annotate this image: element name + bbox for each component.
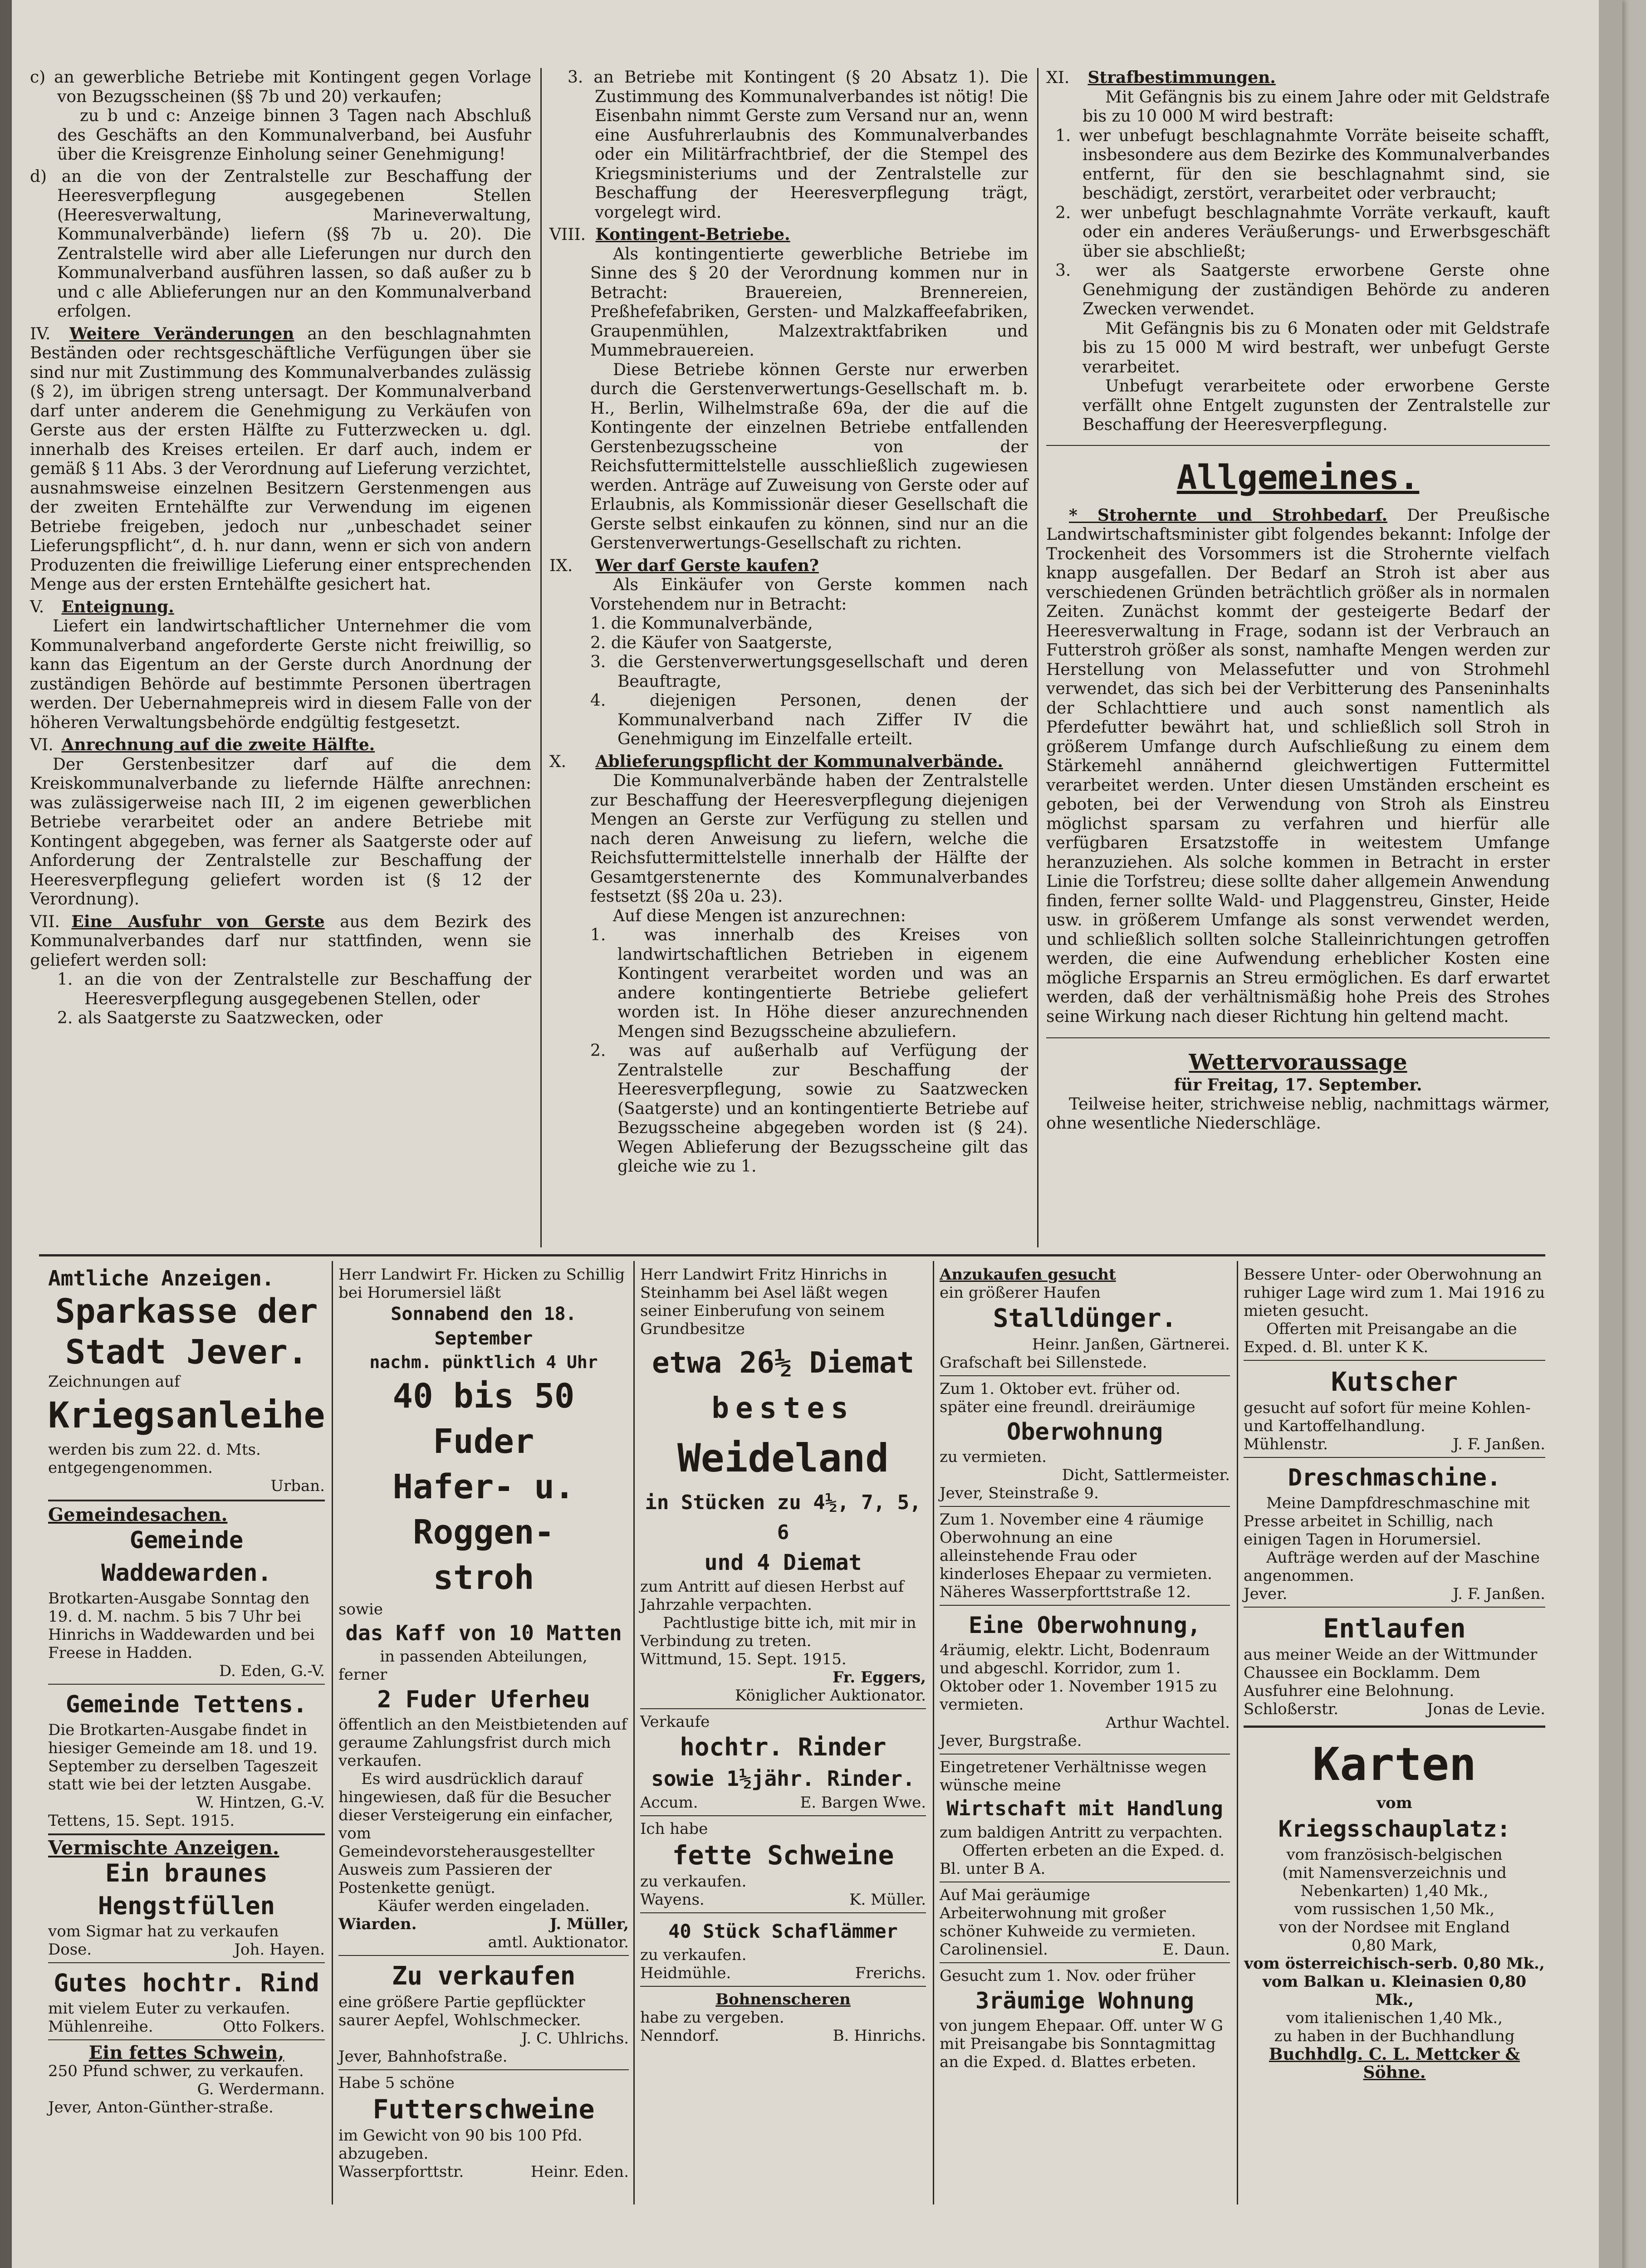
ad-title: Eine Oberwohnung, [969, 1612, 1201, 1638]
ad-column-a [48, 1266, 325, 2116]
list-item: 1. an die von der Zentralstelle zur Beschaffung der Heeresverpflegung ausgegebenen Stellen, oder [57, 970, 531, 1008]
list-item: 2. als Saatgerste zu Saatzwecken, oder [57, 1009, 383, 1027]
ad-text: zu verkaufen. [640, 1872, 747, 1891]
article [1046, 506, 1550, 1027]
ad-text: vom Sigmar hat zu verkaufen [48, 1922, 279, 1941]
ad-line: (mit Namensverzeichnis und Nebenkarten) 1,40 Mk., [1282, 1864, 1507, 1900]
paragraph-d: d) an die von der Zentralstelle zur Beschaffung der Heeresverpflegung ausgegebenen Stellen (Heeresverwaltung, Marineverwaltung, Kommunalverbände) liefern (§§ 7b u. 20). Die Zentralstelle wird aber alle Lieferungen nur durch den Kommunalverband ausführen lassen, so daß außer zu b und c alle Ablieferungen nur an den Kommunalverband erfolgen. [30, 167, 531, 321]
ad-signature: Joh. Hayen. [234, 1941, 325, 1959]
ad-title: Stalldünger. [993, 1304, 1177, 1333]
ad-text: Meine Dampfdreschmaschine mit Presse arbeitet in Schillig, nach einigen Tagen in Horumersiel. [1244, 1494, 1530, 1549]
ad-heading: Vermischte Anzeigen. [48, 1837, 279, 1859]
ad-text: Bessere Unter- oder Oberwohnung an ruhiger Lage wird zum 1. Mai 1916 zu mieten gesucht. [1244, 1266, 1545, 1320]
ad-divider [940, 1506, 1230, 1507]
section-heading: Strafbestimmungen. [1088, 68, 1276, 87]
ad-title: Entlaufen [1323, 1613, 1466, 1644]
column-2 [549, 68, 1028, 1177]
section-text: Mit Gefängnis bis zu einem Jahre oder mit Geldstrafe bis zu 10 000 M wird bestraft: [1083, 88, 1550, 126]
section-heading: Kontingent-Betriebe. [595, 225, 790, 244]
ad-signature: Fr. Eggers, [833, 1668, 926, 1686]
ad-signature: amtl. Auktionator. [488, 1933, 629, 1951]
ad-place: Schloßerstr. [1244, 1700, 1339, 1718]
ad-signature: W. Hintzen, G.-V. [196, 1794, 325, 1812]
section-number: VIII. [549, 225, 586, 244]
ad-heading: Amtliche Anzeigen. [48, 1266, 274, 1290]
ad-divider [940, 1962, 1230, 1963]
ad-place: Jever, Anton-Günther-straße. [48, 2098, 274, 2116]
ad-footer [640, 1964, 926, 1982]
list-item: 3. wer als Saatgerste erworbene Gerste ohne Genehmigung der zuständigen Behörde zu anderen Zwecken verwendet. [1055, 261, 1550, 318]
section-text: aus dem Bezirk des Kommunalverbandes darf nur stattfinden, wenn sie geliefert werden soll: [30, 912, 531, 970]
ad-text: Gesucht zum 1. Nov. oder früher [940, 1967, 1195, 1985]
ad-title: Futterschweine [372, 2094, 595, 2125]
ad-title: hochtr. Rinder [680, 1733, 887, 1761]
ad-text: Es wird ausdrücklich darauf hingewiesen, daß für die Besucher dieser Versteigerung ein einfacher, vom Gemeindevorsteherausgestellter Ausweis zum Passieren der Postenkette genügt. [338, 1770, 613, 1897]
ad-divider [940, 1754, 1230, 1755]
ad-signature: J. Müller, [549, 1915, 629, 1933]
ad-text: Herr Landwirt Fr. Hicken zu Schillig bei Horumersiel läßt [338, 1266, 625, 1302]
ad-signature: K. Müller. [849, 1891, 926, 1909]
ad-signature: E. Bargen Wwe. [800, 1794, 926, 1812]
ad-text: öffentlich an den Meistbietenden auf geraume Zahlungsfrist durch mich verkaufen. [338, 1716, 627, 1770]
ad-text: Zeichnungen auf [48, 1373, 180, 1391]
ad-title: Gemeinde Waddewarden. [101, 1527, 272, 1587]
ad-title: Ein braunes Hengstfüllen [98, 1859, 275, 1920]
section-heading: Eine Ausfuhr von Gerste [71, 912, 325, 931]
ad-text: 4räumig, elektr. Licht, Bodenraum und abgeschl. Korridor, zum 1. Oktober oder 1. November 1915 zu vermieten. [940, 1641, 1218, 1714]
section-vi [30, 735, 531, 755]
ad-text: Pachtlustige bitte ich, mit mir in Verbindung zu treten. [640, 1614, 916, 1650]
ad-title: sowie 1½jähr. Rinder. [651, 1766, 915, 1791]
ad-footer [640, 1794, 926, 1812]
ad-text: Habe 5 schöne [338, 2074, 455, 2092]
ad-column-rule [933, 1261, 934, 2204]
ad-place: Jever, Bahnhofstraße. [338, 2048, 508, 2066]
section-number: XI. [1046, 68, 1070, 87]
ad-text: Zum 1. November eine 4 räumige Oberwohnung an eine alleinstehende Frau oder kinderloses Ehepaar zu vermieten. [940, 1510, 1212, 1583]
ad-place: Jever. [1244, 1585, 1288, 1603]
ad-title: in Stücken zu 4½, 7, 5, 6 [645, 1491, 921, 1544]
newspaper-page [12, 0, 1622, 2268]
article-heading: * Strohernte und Strohbedarf. [1069, 505, 1388, 525]
ad-title: Gemeinde Tettens. [65, 1691, 308, 1718]
list-item: 2. wer unbefugt beschlagnahmte Vorräte verkauft, kauft oder ein anderes Veräußerungs- und Erwerbsgeschäft über sie abschließt; [1055, 203, 1550, 261]
ad-place: Dose. [48, 1941, 92, 1959]
ad-title: Hafer- u. Roggen- [392, 1467, 575, 1552]
ads-top-rule [39, 1254, 1545, 1256]
ad-title: 2 Fuder Uferheu [377, 1686, 590, 1713]
ad-divider [48, 2039, 325, 2040]
column-rule [1037, 68, 1039, 1247]
ad-text: von jungem Ehepaar. Off. unter W G mit Preisangabe bis Sonntagmittag an die Exped. d. Blattes erbeten. [940, 2017, 1223, 2071]
ad-line: 0,80 Mark, [1351, 1936, 1438, 1955]
ad-text: zum Antritt auf diesen Herbst auf Jahrzahle verpachten. [640, 1578, 904, 1614]
ad-footer [640, 1891, 926, 1909]
section-text: Als kontingentierte gewerbliche Betriebe im Sinne des § 20 der Verordnung kommen nur in Betracht: Brauereien, Brennereien, Preßhefefabriken, Gersten- und Malzkaffeefabriken, Graupenmühlen, Malzextraktfabriken und Mummebrauereien. [590, 244, 1028, 360]
section-iv [30, 324, 531, 595]
ad-footer [940, 1941, 1230, 1959]
section-number: V. [30, 597, 44, 616]
ad-footer [640, 2027, 926, 2045]
ad-title: Bohnenscheren [715, 1990, 851, 2009]
ad-footer [48, 2018, 325, 2036]
ad-signature: J. F. Janßen. [1453, 1435, 1545, 1453]
ad-title: Kriegsschauplatz: [1278, 1816, 1511, 1842]
section-text: Auf diese Mengen ist anzurechnen: [613, 906, 906, 925]
ad-place: Mühlenstr. [1244, 1435, 1328, 1453]
ad-line: vom italienischen 1,40 Mk., [1286, 2009, 1503, 2027]
ad-column-rule [1237, 1261, 1238, 2204]
ad-text: ein größerer Haufen [940, 1284, 1101, 1302]
ad-divider [1244, 1360, 1545, 1361]
ad-signature: G. Werdermann. [197, 2080, 325, 2098]
ad-signature: Otto Folkers. [223, 2018, 325, 2036]
ad-footer [1244, 1700, 1545, 1718]
ad-text: Käufer werden eingeladen. [377, 1897, 590, 1915]
section-number: VII. [30, 912, 60, 931]
section-heading: Wer darf Gerste kaufen? [595, 556, 819, 575]
list-item: 3. an Betriebe mit Kontingent (§ 20 Absatz 1). Die Zustimmung des Kommunalverbandes ist nötig! Die Eisenbahn nimmt Gerste zum Versand nur an, wenn eine Ausfuhrerlaubnis des Kommunalverbandes oder ein Militärfrachtbrief, der die Stempel des Kriegsministeriums und der Zentralstelle zur Beschaffung der Heeresverpflegung trägt, vorgelegt wird. [568, 68, 1028, 222]
ad-place: Mühlenreihe. [48, 2018, 153, 2036]
ad-text: Aufträge werden auf der Maschine angenommen. [1244, 1549, 1540, 1585]
section-heading: Enteignung. [61, 597, 174, 616]
list-item: 3. die Gerstenverwertungsgesellschaft und deren Beauftragte, [590, 653, 1028, 691]
ad-title: Sparkasse der [55, 1292, 318, 1331]
section-heading: Anrechnung auf die zweite Hälfte. [61, 735, 375, 754]
ad-title: etwa 26½ Diemat [652, 1346, 914, 1380]
ad-column-rule [332, 1261, 333, 2204]
list-item: 1. wer unbefugt beschlagnahmte Vorräte beiseite schafft, insbesondere aus dem Bezirke des Kommunalverbandes entfernt, für den sie beschlagnahmt sind, sie beschädigt, zerstört, verarbeitet oder verbraucht; [1055, 126, 1550, 203]
ad-divider [1244, 1457, 1545, 1458]
ad-divider [640, 1986, 926, 1987]
ad-column-d [940, 1266, 1230, 2071]
ad-title: 3räumige Wohnung [975, 1988, 1194, 2014]
section-number: IX. [549, 556, 573, 575]
ad-title: Dreschmaschine. [1288, 1464, 1501, 1491]
column-1 [30, 68, 531, 1028]
ad-title: 40 Stück Schaflämmer [668, 1920, 898, 1942]
ad-divider [640, 1708, 926, 1709]
ad-text: Auf Mai geräumige Arbeiterwohnung mit großer schöner Kuhweide zu vermieten. [940, 1886, 1196, 1941]
ad-title: stroh [433, 1558, 534, 1597]
ad-place: Tettens, 15. Sept. 1915. [48, 1812, 235, 1830]
ad-heading: Gemeindesachen. [48, 1504, 228, 1525]
ad-time: nachm. pünktlich 4 Uhr [369, 1352, 598, 1372]
ad-place: Wayens. [640, 1891, 705, 1909]
ad-text: Zum 1. Oktober evt. früher od. später eine freundl. dreiräumige [940, 1380, 1195, 1416]
ad-place: Jever, Steinstraße 9. [940, 1484, 1099, 1502]
ad-footer [1244, 1435, 1545, 1453]
section-divider [1046, 445, 1550, 446]
ad-line: zu haben in der Buchhandlung [1274, 2027, 1515, 2045]
ad-divider [940, 1605, 1230, 1606]
column-rule [540, 68, 542, 1247]
ad-line: von der Nordsee mit England [1279, 1918, 1510, 1936]
ad-signature: Jonas de Levie. [1427, 1700, 1545, 1718]
section-viii [549, 225, 1028, 245]
ad-divider [338, 1955, 629, 1956]
ad-divider [640, 1912, 926, 1913]
ad-title: Weideland [677, 1436, 889, 1481]
ad-divider [48, 1962, 325, 1963]
ad-text: ferner [338, 1666, 387, 1684]
ad-place: Jever, Burgstraße. [940, 1732, 1082, 1750]
ad-date: Sonnabend den 18. September [391, 1304, 577, 1349]
adjacent-page-edge [0, 0, 12, 2268]
section-v [30, 597, 531, 617]
ad-signature: Heinr. Eden. [530, 2163, 629, 2181]
section-text: Liefert ein landwirtschaftlicher Unternehmer die vom Kommunalverband angeforderte Gerste nicht freiwillig, so kann das Eigentum an der Gerste durch Anordnung der zuständigen Behörde auf bestimmte Personen übertragen werden. Der Uebernahmepreis wird in diesem Falle von der höheren Verwaltungsbehörde endgültig festgesetzt. [30, 617, 531, 732]
ad-text: gesucht auf sofort für meine Kohlen- und Kartoffelhandlung. [1244, 1399, 1531, 1435]
ad-text: in passenden Abteilungen, [380, 1647, 588, 1666]
list-item: 1. die Kommunalverbände, [590, 614, 813, 633]
ad-title: Karten [1312, 1738, 1477, 1791]
ad-text: Offerten erbeten an die Exped. d. Bl. unter B A. [940, 1842, 1225, 1878]
ad-column-c [640, 1266, 926, 2045]
ad-signature: J. C. Uhlrichs. [521, 2029, 629, 2048]
ad-text: Verkaufe [640, 1713, 710, 1731]
section-text: Mit Gefängnis bis zu 6 Monaten oder mit Geldstrafe bis zu 15 000 M wird bestraft, wer unbefugt Gerste verarbeitet. [1083, 319, 1550, 376]
list-item: 1. was innerhalb des Kreises von landwirtschaftlichen Betrieben in eigenem Kontingent verarbeitet worden und was an andere kontingentierte Betriebe geliefert worden ist. In Höhe dieser anzurechnenden Mengen sind Bezugsscheine abzuliefern. [590, 926, 1028, 1041]
ad-text: 250 Pfund schwer, zu verkaufen. [48, 2062, 304, 2080]
ad-line: vom russischen 1,50 Mk., [1294, 1900, 1495, 1918]
ad-column-e [1244, 1266, 1545, 2082]
section-number: X. [549, 752, 567, 771]
ad-text: sowie [338, 1600, 383, 1618]
ad-place: Carolinensiel. [940, 1941, 1048, 1959]
ad-text: werden bis zum 22. d. Mts. entgegengenommen. [48, 1441, 261, 1477]
list-item: 4. diejenigen Personen, denen der Kommunalverband nach Ziffer IV die Genehmigung im Einzelfalle erteilt. [590, 691, 1028, 748]
ad-title: und 4 Diemat [704, 1550, 862, 1575]
ad-text: zum baldigen Antritt zu verpachten. [940, 1823, 1223, 1842]
ad-title: Stadt Jever. [65, 1333, 308, 1372]
ad-text: Die Brotkarten-Ausgabe findet in hiesiger Gemeinde am 18. und 19. September zu derselben Tageszeit statt wie bei der letzten Ausgabe. [48, 1721, 318, 1794]
section-text: Unbefugt verarbeitete oder erworbene Gerste verfällt ohne Entgelt zugunsten der Zentralstelle zur Beschaffung der Heeresverpflegung. [1083, 377, 1550, 434]
column-3 [1046, 68, 1550, 1134]
ad-text: vom [1377, 1794, 1412, 1812]
ad-text: Offerten mit Preisangabe an die Exped. d. Bl. unter K K. [1244, 1320, 1517, 1356]
ad-place: Wiarden. [338, 1915, 417, 1933]
ad-footer [338, 2163, 629, 2181]
ad-place: Nenndorf. [640, 2027, 720, 2045]
section-heading: Ablieferungspflicht der Kommunalverbände. [595, 752, 1003, 771]
ad-signature: Königlicher Auktionator. [735, 1686, 926, 1705]
ad-title: Kriegsanleihe [48, 1395, 325, 1436]
ad-footer [48, 1941, 325, 1959]
ad-text: zu vermieten. [940, 1448, 1047, 1466]
ad-place: Accum. [640, 1794, 698, 1812]
weather-text: Teilweise heiter, strichweise neblig, nachmittags wärmer, ohne wesentliche Niederschläge. [1046, 1095, 1550, 1133]
ad-footer [338, 1915, 629, 1933]
ad-title: Zu verkaufen [392, 1961, 576, 1991]
section-number: IV. [30, 324, 51, 343]
ad-text: Herr Landwirt Fritz Hinrichs in Steinhamm bei Asel läßt wegen seiner Einberufung von seinem Grundbesitze [640, 1266, 888, 1338]
ad-signature: B. Hinrichs. [833, 2027, 926, 2045]
ad-signature: D. Eden, G.-V. [219, 1662, 325, 1680]
ad-signature: Dicht, Sattlermeister. [1062, 1466, 1230, 1484]
ad-signature: E. Daun. [1162, 1941, 1230, 1959]
ad-title: 40 bis 50 Fuder [392, 1377, 575, 1461]
section-heading: Weitere Veränderungen [69, 324, 294, 343]
ad-text: Brotkarten-Ausgabe Sonntag den 19. d. M. nachm. 5 bis 7 Uhr bei Hinrichs in Waddewarden und bei Freese in Hadden. [48, 1589, 315, 1662]
ad-title: Kutscher [1331, 1366, 1458, 1397]
ad-title: Gutes hochtr. Rind [54, 1969, 319, 1997]
paragraph-c-note: zu b und c: Anzeige binnen 3 Tagen nach Abschluß des Geschäfts an den Kommunalverband, bei Ausfuhr über die Kreisgrenze Einholung seiner Genehmigung! [57, 107, 531, 164]
ad-divider [1244, 1607, 1545, 1608]
ad-line: vom österreichisch-serb. 0,80 Mk., [1244, 1955, 1545, 1973]
ad-text: Ich habe [640, 1820, 708, 1838]
paragraph-c: c) an gewerbliche Betriebe mit Kontingent gegen Vorlage von Bezugsscheinen (§§ 7b und 20) verkaufen; [30, 68, 531, 106]
ad-signature: J. F. Janßen. [1453, 1585, 1545, 1603]
ad-column-rule [633, 1261, 635, 2204]
section-title: Allgemeines. [1176, 458, 1420, 497]
ad-divider [640, 1815, 926, 1816]
section-text: Die Kommunalverbände haben der Zentralstelle zur Beschaffung der Heeresverpflegung diejenigen Mengen an Gerste zur Verfügung zu stellen und nach deren Anweisung zu liefern, welche die Reichsfuttermittelstelle innerhalb der Hälfte der Gesamtgerstenernte des Kommunalverbandes festsetzt (§§ 20a u. 23). [590, 772, 1028, 906]
ad-place: Heidmühle. [640, 1964, 731, 1982]
ad-title: Oberwohnung [1006, 1418, 1163, 1446]
section-xi [1046, 68, 1550, 88]
ad-footer [1244, 1585, 1545, 1603]
ad-text: eine größere Partie gepflückter saurer Aepfel, Wohlschmecker. [338, 1993, 585, 2029]
ad-title: Ein fettes Schwein, [88, 2042, 284, 2063]
section-text: Der Gerstenbesitzer darf auf die dem Kreiskommunalverbande zu liefernde Hälfte anrechnen: was zulässigerweise nach III, 2 im eigenen gewerblichen Betriebe verarbeitet oder an andere Betriebe mit Kontingent abgegeben, was ferner als Saatgerste oder auf Anforderung der Zentralstelle zur Beschaffung der Heeresverpflegung geliefert worden ist (§ 12 der Verordnung). [30, 755, 531, 909]
weather-date: für Freitag, 17. September. [1174, 1075, 1422, 1095]
section-divider [1046, 1037, 1550, 1038]
ad-divider [48, 1684, 325, 1685]
ad-divider [1244, 1725, 1545, 1728]
ad-divider [338, 2069, 629, 2070]
section-x [549, 752, 1028, 772]
section-vii [30, 912, 531, 971]
ad-line: vom Balkan u. Kleinasien 0,80 Mk., [1262, 1973, 1527, 2009]
section-ix [549, 556, 1028, 576]
section-number: VI. [30, 736, 54, 754]
ad-title: Wirtschaft mit Handlung [946, 1797, 1223, 1820]
section-text: Als Einkäufer von Gerste kommen nach Vorstehendem nur in Betracht: [590, 576, 1028, 614]
ad-signature: Heinr. Janßen, Gärtnerei. [1032, 1335, 1230, 1354]
ad-text: im Gewicht von 90 bis 100 Pfd. abzugeben. [338, 2126, 583, 2163]
ad-place: Wittmund, 15. Sept. 1915. [640, 1650, 847, 1668]
section-text: Diese Betriebe können Gerste nur erwerben durch die Gerstenverwertungs-Gesellschaft m. b. H., Berlin, Wilhelmstraße 69a, der die auf die Kontingente der einzelnen Betriebe entfallenden Gerstenbezugsscheine von der Reichsfuttermittelstelle ausschließlich zugewiesen werden. Anträge auf Zuweisung von Gerste oder auf Erlaubnis, als Kommissionär dieser Gesellschaft die Gerste selbst einkaufen zu können, sind nur an die Gerstenverwertungs-Gesellschaft zu richten. [590, 360, 1028, 552]
ad-text: Näheres Wasserpforttstraße 12. [940, 1583, 1191, 1601]
ad-text: habe zu vergeben. [640, 2009, 784, 2027]
weather-title: Wettervoraussage [1189, 1050, 1407, 1075]
ad-column-b [338, 1266, 629, 2181]
ad-heading: Anzukaufen gesucht [940, 1266, 1116, 1284]
ad-text: zu verkaufen. [640, 1946, 747, 1964]
ad-divider [48, 1833, 325, 1835]
ad-signature: Buchhdlg. C. L. Mettcker & Söhne. [1269, 2045, 1520, 2082]
ad-text: mit vielem Euter zu verkaufen. [48, 1999, 290, 2018]
ad-divider [940, 1375, 1230, 1376]
list-item: 2. was auf außerhalb auf Verfügung der Zentralstelle zur Beschaffung der Heeresverpflegung, sowie zu Saatzwecken (Saatgerste) und an kontingentierte Betriebe auf Bezugsscheine abgegeben worden ist (§ 24). Wegen Ablieferung der Bezugsscheine gilt das gleiche wie zu 1. [590, 1041, 1028, 1176]
ad-title: bestes [711, 1392, 855, 1425]
article-text: Der Preußische Landwirtschaftsminister gibt folgendes bekannt: Infolge der Trockenheit des Vorsommers ist die Strohernte vielfach knapp ausgefallen. Der Bedarf an Stroh ist aber aus verschiedenen Gründen beträchtlich größer als in normalen Zeiten. Zunächst kommt der gesteigerte Bedarf der Heeresverwaltung in Frage, sodann ist der Verbrauch an Futterstroh größer als sonst, namhafte Mengen werden zur Herstellung von Melassefutter und von Strohmehl verwendet, das sich bei der Verbitterung des Panseninhalts der Schlachttiere und auch sonst namentlich als Pferdefutter bewährt hat, und schließlich soll Stroh in größerem Umfange durch Aufschließung zu einem dem Stärkemehl annähernd gleichwertigen Futtermittel verarbeitet werden. Unter diesen Umständen erscheint es geboten, bei der Verwendung von Stroh als Einstreu möglichst sparsam zu verfahren und hierfür alle verfügbaren Ersatzstoffe in weitestem Umfange heranzuziehen. Als solche kommen in Betracht in erster Linie die Torfstreu; diese sollte daher allgemein Anwendung finden, ferner sollte Wald- und Plaggenstreu, Ginster, Heide usw. in größerem Umfange als sonst verwendet werden, und schließlich sollten solche Stalleinrichtungen getroffen werden, die eine Aufwendung erheblicher Kosten eine mögliche Ersparnis an Streu ermöglichen. Es darf erwartet werden, daß der verhältnismäßig hohe Preis des Strohes seine Wirkung nach dieser Richtung hin geltend macht. [1046, 506, 1550, 1026]
ad-signature: Urban. [270, 1477, 325, 1495]
ad-text: Eingetretener Verhältnisse wegen wünsche meine [940, 1758, 1207, 1794]
ad-title: das Kaff von 10 Matten [345, 1621, 622, 1645]
ad-title: fette Schweine [672, 1840, 894, 1871]
ad-place: Grafschaft bei Sillenstede. [940, 1354, 1147, 1372]
list-item: 2. die Käufer von Saatgerste, [590, 633, 833, 652]
section-text: an den beschlagnahmten Beständen oder rechtsgeschäftliche Verfügungen über sie sind nur mit Zustimmung des Kommunalverbandes zulässig (§ 2), im übrigen streng untersagt. Der Kommunalverband darf unter anderem die Genehmigung zu Verkäufen von Gerste aus der ersten Hälfte zu Futterzwecken u. dgl. innerhalb des Kreises erteilen. Er darf auch, indem er gemäß § 11 Abs. 3 der Verordnung auf Lieferung verzichtet, ausnahmsweise einzelnen Besitzern Gerstenmengen aus der zweiten Erntehälfte zur Verwendung im eigenen Betriebe freigeben, jedoch nur „unbeschadet seiner Lieferungspflicht“, d. h. nur dann, wenn er sich von andern Produzenten die freiwillige Lieferung einer entsprechenden Menge aus der ersten Erntehälfte gesichert hat. [30, 324, 531, 594]
ad-place: Wasserpforttstr. [338, 2163, 464, 2181]
ad-signature: Arthur Wachtel. [1106, 1714, 1230, 1732]
ad-line: vom französisch-belgischen [1286, 1846, 1503, 1864]
ad-divider [48, 1500, 325, 1501]
ad-signature: Frerichs. [855, 1964, 926, 1982]
page-edge-shadow [1599, 0, 1622, 2268]
ad-text: aus meiner Weide an der Wittmunder Chaussee ein Bocklamm. Dem Ausfuhrer eine Belohnung. [1244, 1646, 1538, 1700]
